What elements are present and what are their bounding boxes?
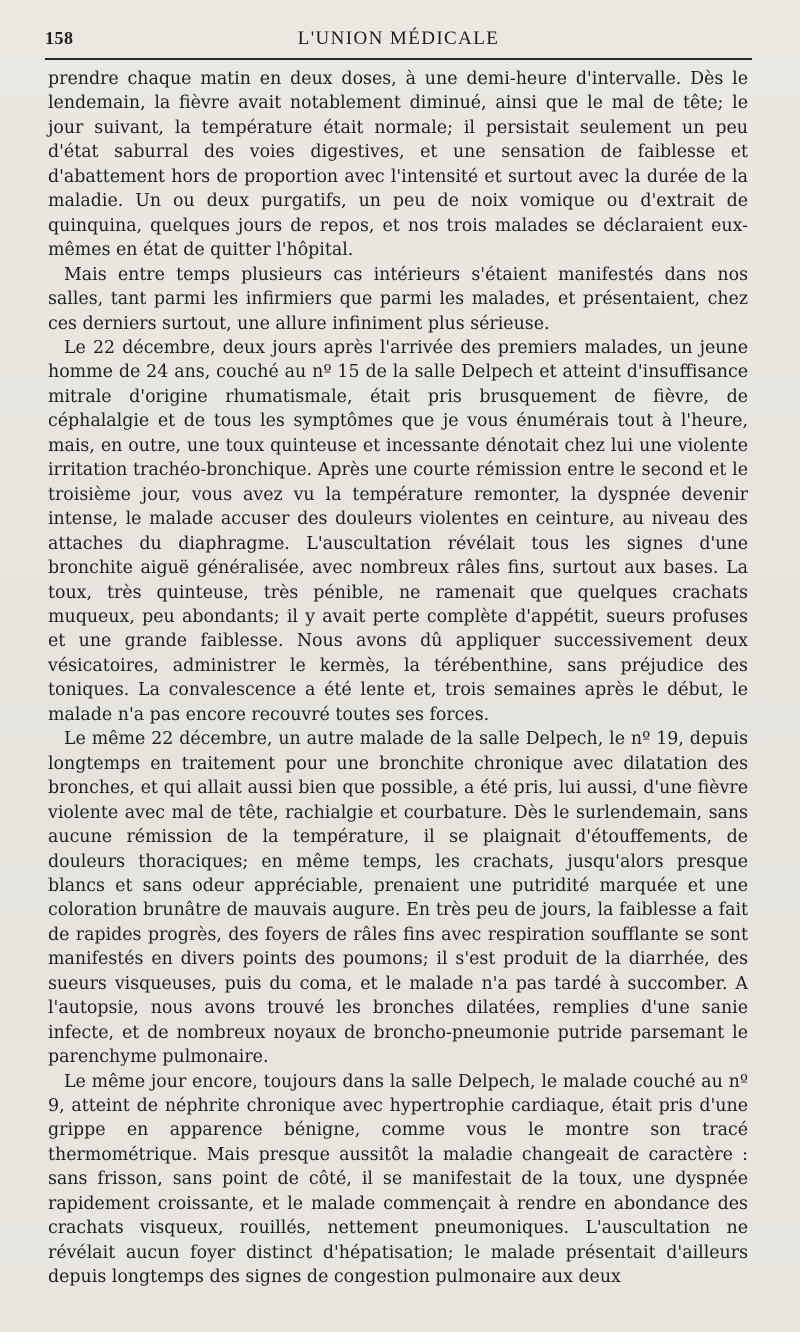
paragraph: Mais entre temps plusieurs cas intérieurs s'étaient manifestés dans nos salles, tant parmi les infirmiers que parmi les malades, et présentaient, chez ces derniers surtout, une allure infiniment plus sérieuse.	[48, 264, 748, 334]
page-number: 158	[45, 28, 74, 48]
paragraph: prendre chaque matin en deux doses, à une demi-heure d'intervalle. Dès le lendemain, la fièvre avait notablement diminué, ainsi que le mal de tête; le jour suivant, la température était normale; il persistait seulement un peu d'état saburral des voies digestives, et une sensation de faiblesse et d'abattement hors de proportion avec l'intensité et surtout avec la durée de la maladie. Un ou deux purgatifs, un peu de noix vomique ou d'extrait de quinquina, quelques jours de repos, et nos trois malades se déclaraient eux-mêmes en état de quitter l'hôpital.	[48, 69, 748, 261]
running-title: L'UNION MÉDICALE	[297, 28, 500, 49]
paragraph: Le 22 décembre, deux jours après l'arrivée des premiers malades, un jeune homme de 24 ans, couché au nº 15 de la salle Delpech et atteint d'insuffisance mitrale d'origine rhumatismale, était pris brusquement de fièvre, de céphalalgie et de tous les symptômes que je vous énumérais tout à l'heure, mais, en outre, une toux quinteuse et incessante dénotait chez lui une violente irritation trachéo-bronchique. Après une courte rémission entre le second et le troisième jour, vous avez vu la température remonter, la dyspnée devenir intense, le malade accuser des douleurs violentes en ceinture, au niveau des attaches du diaphragme. L'auscultation révélait tous les signes d'une bronchite aiguë généralisée, avec nombreux râles fins, surtout aux bases. La toux, très quinteuse, très pénible, ne ramenait que quelques crachats muqueux, peu abondants; il y avait perte complète d'appétit, sueurs profuses et une grande faiblesse. Nous avons dû appliquer successivement deux vésicatoires, administrer le kermès, la térébenthine, sans préjudice des toniques. La convalescence a été lente et, trois semaines après le début, le malade n'a pas encore recouvré toutes ses forces.	[48, 337, 748, 725]
body-text	[48, 67, 748, 1290]
paragraph: Le même 22 décembre, un autre malade de la salle Delpech, le nº 19, depuis longtemps en traitement pour une bronchite chronique avec dilatation des bronches, et qui allait aussi bien que possible, a été pris, lui aussi, d'une fièvre violente avec mal de tête, rachialgie et courbature. Dès le surlendemain, sans aucune rémission de la température, il se plaignait d'étouffements, de douleurs thoraciques; en même temps, les crachats, jusqu'alors presque blancs et sans odeur appréciable, prenaient une putridité marquée et une coloration brunâtre de mauvais augure. En très peu de jours, la faiblesse a fait de rapides progrès, des foyers de râles fins avec respiration soufflante se sont manifestés en divers points des poumons; il s'est produit de la diarrhée, des sueurs visqueuses, puis du coma, et le malade n'a pas tardé à succomber. A l'autopsie, nous avons trouvé les bronches dilatées, remplies d'une sanie infecte, et de nombreux noyaux de broncho-pneumonie putride parsemant le parenchyme pulmonaire.	[48, 729, 748, 1068]
page-header	[45, 28, 752, 54]
header-rule	[45, 58, 752, 60]
paragraph: Le même jour encore, toujours dans la salle Delpech, le malade couché au nº 9, atteint de néphrite chronique avec hypertrophie cardiaque, était pris d'une grippe en apparence bénigne, comme vous le montre son tracé thermométrique. Mais presque aussitôt la maladie changeait de caractère : sans frisson, sans point de côté, il se manifestait de la toux, une dyspnée rapidement croissante, et le malade commençait à rendre en abondance des crachats visqueux, rouillés, nettement pneumoniques. L'auscultation ne révélait aucun foyer distinct d'hépatisation; le malade présentait d'ailleurs depuis longtemps des signes de congestion pulmonaire aux deux	[48, 1071, 748, 1288]
